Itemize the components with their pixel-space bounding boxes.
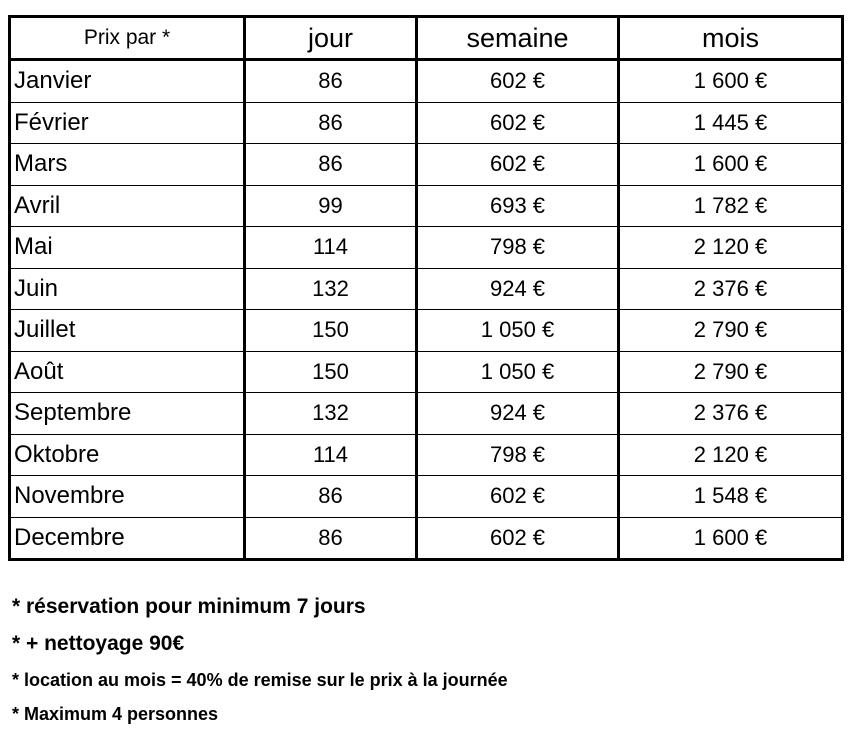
mois-cell: 1 600 € [693, 524, 768, 550]
mois-cell: 2 790 € [619, 310, 843, 352]
table-row [10, 268, 843, 310]
mois-cell: 1 600 € [619, 60, 843, 103]
mois-cell: 2 120 € [619, 434, 843, 476]
table-row [10, 476, 843, 518]
semaine-cell: 924 € [417, 393, 619, 435]
table-row [10, 351, 843, 393]
table-row [10, 310, 843, 352]
table-row [10, 60, 843, 103]
semaine-cell: 602 € [417, 476, 619, 518]
semaine-cell: 602 € [417, 60, 619, 103]
note-max-persons: * Maximum 4 personnes [12, 704, 219, 724]
semaine-cell: 924 € [417, 268, 619, 310]
month-cell: Février [10, 102, 245, 144]
mois-cell: 1 782 € [619, 185, 843, 227]
semaine-cell: 693 € [417, 185, 619, 227]
semaine-cell: 602 € [417, 517, 619, 560]
jour-cell: 86 [245, 60, 417, 103]
jour-cell: 86 [245, 476, 417, 518]
semaine-cell: 798 € [417, 227, 619, 269]
header-row [10, 17, 843, 60]
jour-cell: 114 [245, 434, 417, 476]
mois-cell: 2 120 € [619, 227, 843, 269]
month-cell: Mai [10, 227, 245, 269]
semaine-cell: 602 € [417, 102, 619, 144]
header-prix-par: Prix par * [10, 17, 245, 60]
jour-cell: 86 [245, 102, 417, 144]
table-row [10, 393, 843, 435]
jour-cell: 99 [245, 185, 417, 227]
month-cell: Decembre [10, 517, 245, 560]
header-semaine: semaine [417, 17, 619, 60]
month-cell: Mars [10, 144, 245, 186]
month-cell: Novembre [10, 476, 245, 518]
jour-cell: 132 [245, 268, 417, 310]
month-cell: Juin [10, 268, 245, 310]
table-row [10, 517, 843, 560]
month-cell: Août [10, 351, 245, 393]
month-cell: Juillet [10, 310, 245, 352]
table-row [10, 227, 843, 269]
note-monthly-discount: * location au mois = 40% de remise sur le prix à la journée [12, 670, 508, 690]
mois-cell: 2 376 € [619, 268, 843, 310]
table-row [10, 434, 843, 476]
price-table [8, 15, 844, 561]
semaine-cell: 798 € [417, 434, 619, 476]
note-cleaning-fee: * + nettoyage 90€ [12, 632, 185, 655]
month-cell: Janvier [10, 60, 245, 103]
jour-cell: 150 [245, 351, 417, 393]
jour-cell: 132 [245, 393, 417, 435]
notes-section [12, 592, 842, 734]
month-cell: Oktobre [10, 434, 245, 476]
semaine-cell: 1 050 € [417, 351, 619, 393]
semaine-cell: 1 050 € [417, 310, 619, 352]
table-body [10, 60, 843, 560]
semaine-cell: 602 € [417, 144, 619, 186]
month-cell: Avril [10, 185, 245, 227]
month-cell: Septembre [10, 393, 245, 435]
mois-cell: 2 376 € [619, 393, 843, 435]
note-minimum-stay: * réservation pour minimum 7 jours [12, 595, 366, 618]
jour-cell: 114 [245, 227, 417, 269]
header-mois: mois [619, 17, 843, 60]
header-jour: jour [245, 17, 417, 60]
jour-cell: 150 [245, 310, 417, 352]
table-row [10, 185, 843, 227]
mois-cell: 1 600 € [619, 144, 843, 186]
jour-cell: 86 [245, 517, 417, 560]
mois-cell: 1 548 € [619, 476, 843, 518]
table-row [10, 144, 843, 186]
jour-cell: 86 [245, 144, 417, 186]
table-row [10, 102, 843, 144]
mois-cell: 1 445 € [619, 102, 843, 144]
mois-cell: 2 790 € [619, 351, 843, 393]
